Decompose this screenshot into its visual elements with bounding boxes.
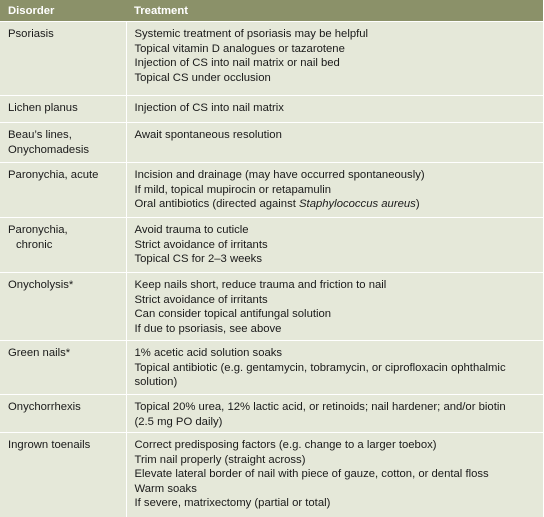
table-header-row bbox=[0, 0, 543, 22]
treatment-line: Topical 20% urea, 12% lactic acid, or retinoids; nail hardener; and/or biotin (2.5 mg PO daily) bbox=[135, 400, 544, 429]
disorder-cell bbox=[0, 395, 126, 433]
treatment-line: Keep nails short, reduce trauma and friction to nail bbox=[135, 278, 544, 293]
disorder-name: Psoriasis bbox=[8, 27, 126, 42]
disorder-name: Onychomadesis bbox=[8, 143, 126, 158]
treatment-line: If due to psoriasis, see above bbox=[135, 322, 544, 337]
treatment-line: Incision and drainage (may have occurred spontaneously) bbox=[135, 168, 544, 183]
disorder-cell bbox=[0, 341, 126, 395]
treatment-line: Strict avoidance of irritants bbox=[135, 238, 544, 253]
treatment-cell bbox=[126, 273, 543, 341]
treatment-line: Can consider topical antifungal solution bbox=[135, 307, 544, 322]
treatment-cell bbox=[126, 341, 543, 395]
disorder-name: Green nails* bbox=[8, 346, 126, 361]
treatment-line: Await spontaneous resolution bbox=[135, 128, 544, 143]
table-row bbox=[0, 433, 543, 517]
treatment-cell bbox=[126, 123, 543, 163]
header-disorder: Disorder bbox=[0, 0, 126, 22]
disorder-name: Lichen planus bbox=[8, 101, 126, 116]
disorder-name: Beau’s lines, bbox=[8, 128, 126, 143]
treatment-line: If mild, topical mupirocin or retapamulin bbox=[135, 183, 544, 198]
table-row bbox=[0, 395, 543, 433]
treatment-cell bbox=[126, 433, 543, 517]
treatment-line: Topical vitamin D analogues or tazarotene bbox=[135, 42, 544, 57]
oral-prefix: Oral antibiotics (directed against bbox=[135, 198, 300, 210]
table-row bbox=[0, 123, 543, 163]
disorder-name: Ingrown toenails bbox=[8, 438, 126, 453]
treatment-cell bbox=[126, 96, 543, 123]
treatment-line: 1% acetic acid solution soaks bbox=[135, 346, 544, 361]
treatment-line: If severe, matrixectomy (partial or total) bbox=[135, 496, 544, 511]
disorder-name: chronic bbox=[8, 238, 126, 253]
treatment-line: Topical CS under occlusion bbox=[135, 71, 544, 86]
disorder-name: Paronychia, acute bbox=[8, 168, 126, 183]
table-row bbox=[0, 163, 543, 218]
disorder-cell bbox=[0, 273, 126, 341]
treatment-cell bbox=[126, 218, 543, 273]
disorder-cell bbox=[0, 163, 126, 218]
header-treatment: Treatment bbox=[126, 0, 543, 22]
treatment-line: Topical CS for 2–3 weeks bbox=[135, 252, 544, 267]
treatment-line: Elevate lateral border of nail with piece of gauze, cotton, or dental floss bbox=[135, 467, 544, 482]
disorder-name: Onychorrhexis bbox=[8, 400, 126, 415]
treatment-line: Injection of CS into nail matrix bbox=[135, 101, 544, 116]
treatment-line: Strict avoidance of irritants bbox=[135, 293, 544, 308]
disorder-cell bbox=[0, 96, 126, 123]
table-row bbox=[0, 218, 543, 273]
organism-name: Staphylococcus aureus bbox=[299, 198, 416, 210]
disorder-cell bbox=[0, 218, 126, 273]
treatment-line: Trim nail properly (straight across) bbox=[135, 453, 544, 468]
treatment-line: Systemic treatment of psoriasis may be helpful bbox=[135, 27, 544, 42]
treatment-line: Warm soaks bbox=[135, 482, 544, 497]
table-row bbox=[0, 96, 543, 123]
treatment-cell bbox=[126, 163, 543, 218]
treatment-line: Topical antibiotic (e.g. gentamycin, tobramycin, or ciprofloxacin ophthalmic solution) bbox=[135, 361, 544, 390]
treatment-cell bbox=[126, 395, 543, 433]
disorder-cell bbox=[0, 123, 126, 163]
treatment-line bbox=[135, 197, 544, 212]
table-row bbox=[0, 341, 543, 395]
disorder-name: Onycholysis* bbox=[8, 278, 126, 293]
disorder-cell bbox=[0, 22, 126, 96]
treatment-line: Injection of CS into nail matrix or nail bed bbox=[135, 56, 544, 71]
table-row bbox=[0, 273, 543, 341]
disorder-cell bbox=[0, 433, 126, 517]
treatment-line: Correct predisposing factors (e.g. change to a larger toebox) bbox=[135, 438, 544, 453]
treatment-line: Avoid trauma to cuticle bbox=[135, 223, 544, 238]
oral-suffix: ) bbox=[416, 198, 420, 210]
table-row bbox=[0, 22, 543, 96]
treatment-cell bbox=[126, 22, 543, 96]
disorder-name: Paronychia, bbox=[8, 223, 126, 238]
